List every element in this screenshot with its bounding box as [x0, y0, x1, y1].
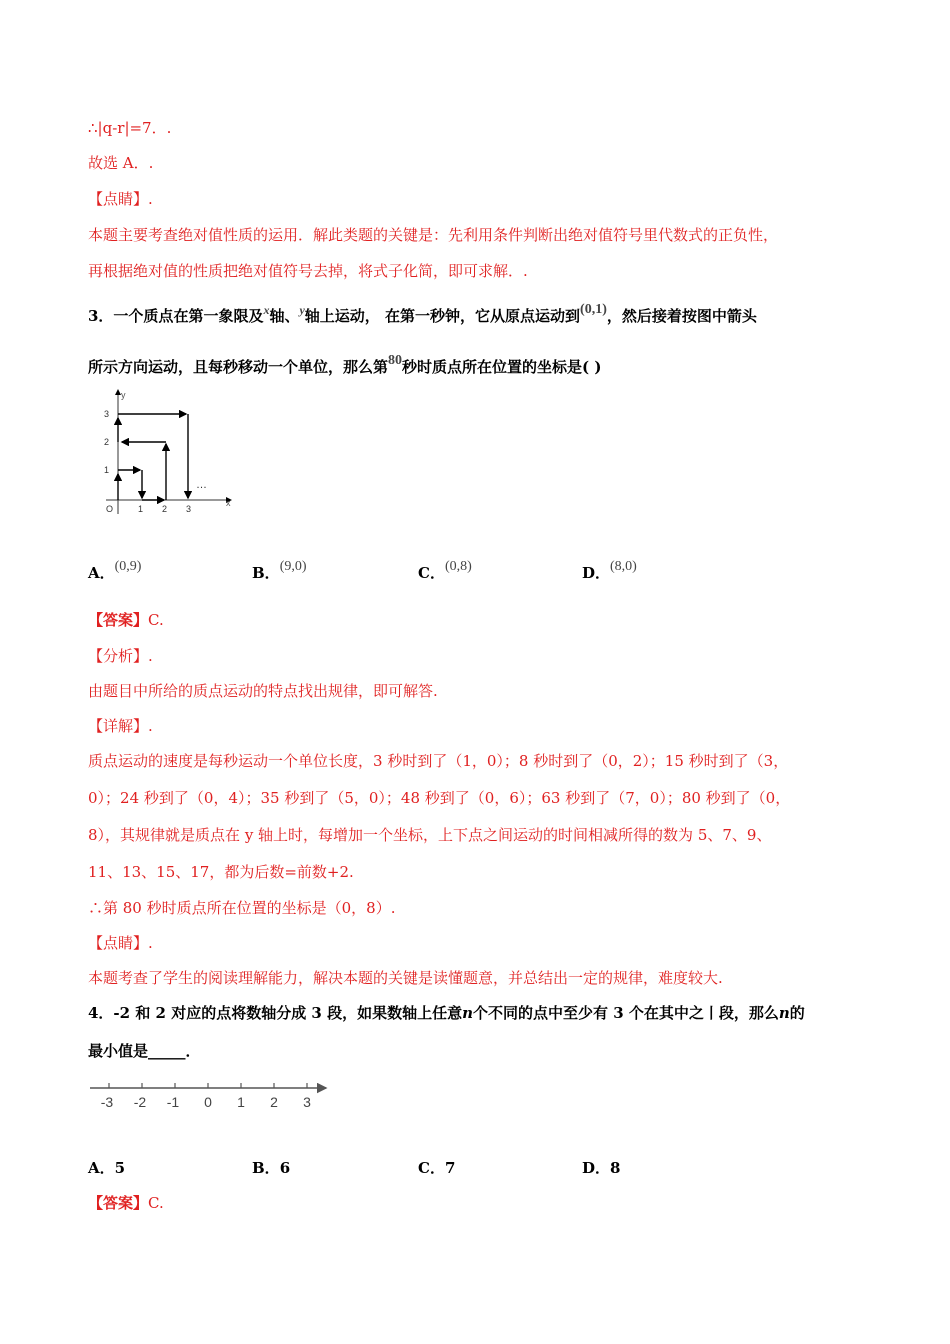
- q4-stem-part: 的: [789, 1004, 805, 1022]
- axis-label-x: x: [226, 498, 231, 508]
- q3-analysis-text: 由题目中所给的质点运动的特点找出规律，即可解答.: [88, 682, 438, 700]
- q4-stem-line-1: [88, 1003, 805, 1023]
- x-tick-label: O: [106, 504, 114, 514]
- option-value: (0,9): [114, 559, 142, 574]
- number-line-tick: -2: [133, 1094, 147, 1110]
- q3-stem-part: ，然后接着按图中箭头: [606, 307, 757, 325]
- q2-comment-text-1: 本题主要考查绝对值性质的运用．解此类题的关键是：先利用条件判断出绝对值符号里代数式的正负性，: [88, 226, 779, 244]
- q3-detail-3: 8），其规律就是质点在 y 轴上时，每增加一个坐标，上下点之间运动的时间相减所得的数为 5、7、9、: [88, 826, 772, 844]
- axis-label-y: y: [121, 390, 126, 400]
- option-value: (9,0): [279, 559, 307, 574]
- number-80: 80: [388, 353, 403, 368]
- q3-conclusion: ∴第 80 秒时质点所在位置的坐标是（0，8）.: [88, 899, 396, 917]
- q2-comment-text-2: 再根据绝对值的性质把绝对值符号去掉，将式子化简，即可求解．.: [88, 262, 528, 280]
- answer-value: C.: [148, 611, 164, 629]
- y-tick-label: 3: [104, 409, 110, 419]
- number-line-tick: 1: [237, 1094, 245, 1110]
- var-n: n: [778, 1004, 790, 1022]
- y-tick-label: 2: [104, 437, 110, 447]
- option-letter: D．: [582, 564, 611, 582]
- q3-detail-label: 【详解】.: [88, 717, 153, 735]
- q4-number-line: [88, 1078, 338, 1118]
- q4-option-d[interactable]: [582, 1157, 620, 1178]
- q3-detail-1: 质点运动的速度是每秒运动一个单位长度，3 秒时到了（1，0）；8 秒时到了（0，2）；15 秒时到了（3，: [88, 752, 789, 770]
- q3-option-d[interactable]: [582, 559, 637, 583]
- y-tick-label: 1: [104, 465, 110, 475]
- q3-option-a[interactable]: [88, 559, 142, 583]
- answer-value: C.: [148, 1194, 164, 1212]
- number-line-tick: -1: [166, 1094, 180, 1110]
- point-0-1: (0,1): [580, 302, 607, 317]
- q3-stem-line-1: [88, 302, 757, 328]
- number-line-tick: 3: [303, 1094, 311, 1110]
- q3-stem-line-2: [88, 353, 602, 379]
- continuation-dots: …: [196, 479, 207, 491]
- answer-label: 【答案】: [88, 611, 149, 629]
- option-value: 8: [610, 1159, 621, 1177]
- q3-stem-part: 所示方向运动，且每秒移动一个单位，那么第: [88, 358, 389, 376]
- option-value: (0,8): [444, 559, 472, 574]
- option-value: 6: [279, 1159, 291, 1177]
- q3-stem-part: 3．一个质点在第一象限及: [88, 307, 264, 325]
- option-letter: C．: [418, 564, 445, 582]
- x-tick-label: 3: [186, 504, 192, 514]
- q3-stem-part: 轴、: [269, 307, 300, 325]
- x-tick-label: 1: [138, 504, 144, 514]
- q3-analysis-label: 【分析】.: [88, 647, 153, 665]
- q4-option-a[interactable]: [88, 1157, 125, 1178]
- q4-stem-part: 个不同的点中至少有 3 个在其中之丨段，那么: [473, 1004, 779, 1022]
- option-value: 5: [114, 1159, 126, 1177]
- q4-answer: [88, 1193, 164, 1213]
- q2-comment-label: 【点睛】.: [88, 190, 153, 208]
- var-y: y: [299, 303, 305, 317]
- number-line-tick: 0: [204, 1094, 212, 1110]
- q3-stem-part: 秒时质点所在位置的坐标是( ): [402, 358, 602, 376]
- q4-stem-line-2: 最小值是_____．: [88, 1042, 201, 1060]
- number-line-tick: 2: [270, 1094, 278, 1110]
- option-letter: A．: [88, 564, 115, 582]
- option-value: (8,0): [610, 559, 637, 574]
- choose-line: 故选 A．.: [88, 154, 154, 172]
- q3-answer: [88, 610, 164, 630]
- option-letter: B．: [252, 1159, 280, 1177]
- q3-option-b[interactable]: [252, 559, 307, 583]
- q3-detail-2: 0）；24 秒到了（0，4）；35 秒到了（5，0）；48 秒到了（0，6）；63 秒到了（7，0）；80 秒到了（0，: [88, 789, 791, 807]
- var-x: x: [263, 303, 270, 317]
- q3-motion-figure: [96, 388, 246, 528]
- var-n: n: [462, 1004, 473, 1022]
- q3-comment-label: 【点睛】.: [88, 934, 153, 952]
- option-value: 7: [444, 1159, 456, 1177]
- q3-option-c[interactable]: [418, 559, 472, 583]
- option-letter: C．: [418, 1159, 445, 1177]
- q3-stem-part: 轴上运动， 在第一秒钟，它从原点运动到: [304, 307, 581, 325]
- q4-option-c[interactable]: [418, 1157, 455, 1178]
- answer-label: 【答案】: [88, 1194, 149, 1212]
- option-letter: D．: [582, 1159, 611, 1177]
- number-line-tick: -3: [100, 1094, 114, 1110]
- option-letter: A．: [88, 1159, 115, 1177]
- q4-stem-part: 4．-2 和 2 对应的点将数轴分成 3 段，如果数轴上任意: [88, 1004, 463, 1022]
- x-tick-label: 2: [162, 504, 168, 514]
- option-letter: B．: [252, 564, 280, 582]
- q3-detail-4: 11、13、15、17，都为后数=前数+2.: [88, 863, 354, 881]
- q3-comment-text: 本题考查了学生的阅读理解能力，解决本题的关键是读懂题意，并总结出一定的规律，难度较大.: [88, 969, 723, 987]
- q4-option-b[interactable]: [252, 1157, 290, 1178]
- therefore-line: ∴|q-r|=7．.: [88, 119, 172, 137]
